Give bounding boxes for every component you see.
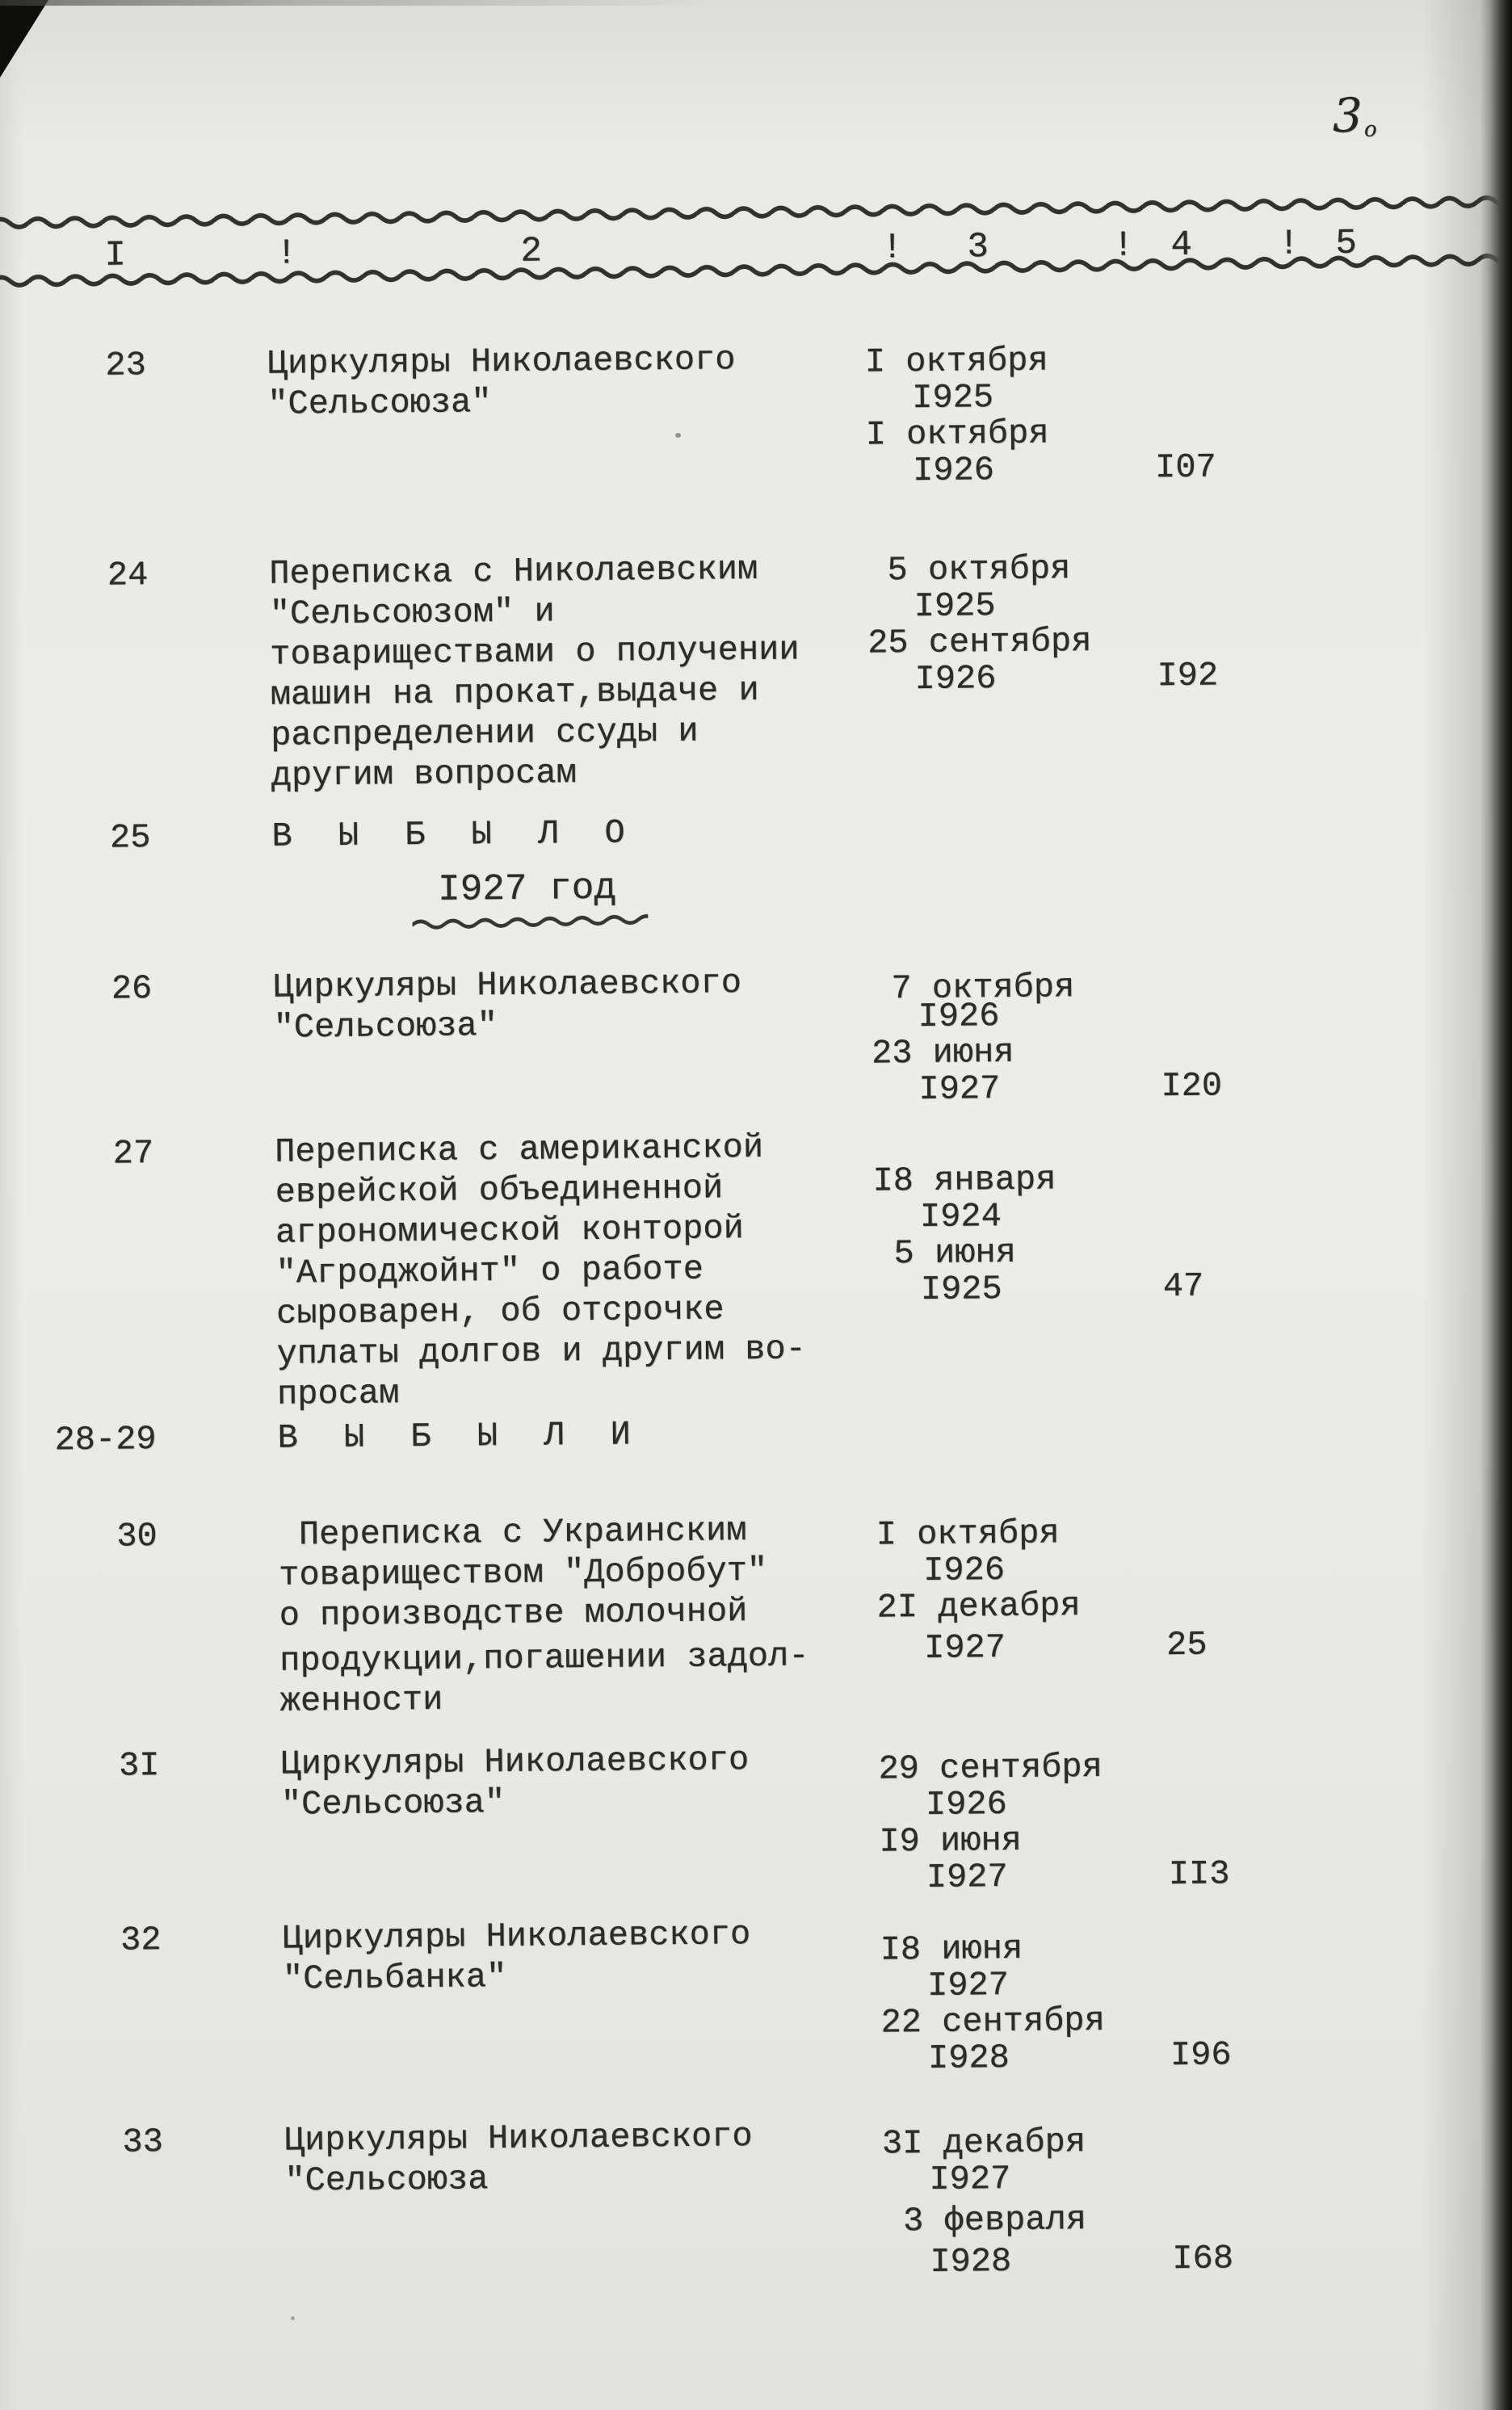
year-line: I925 <box>920 1270 1002 1310</box>
date-line: I октября <box>864 341 1048 382</box>
page-number-digit: 3 <box>1332 87 1363 144</box>
sheet-count: I92 <box>1157 656 1219 696</box>
row-number: 33 <box>122 2122 164 2162</box>
row-number: 26 <box>111 969 153 1009</box>
year-line: I927 <box>929 2160 1011 2199</box>
row-dates <box>865 340 1351 490</box>
description-line: "Сельсоюза <box>284 2160 489 2201</box>
date-line: I октября <box>865 414 1049 455</box>
description-line: Переписка с американской <box>274 1127 764 1172</box>
date-line: I октября <box>876 1514 1060 1555</box>
year-line: I925 <box>912 378 994 418</box>
description-line: товариществами о получении <box>270 630 800 674</box>
date-line: 5 июня <box>873 1232 1017 1274</box>
description-line: товариществом "Добробут" <box>279 1551 768 1595</box>
row-dates <box>882 2122 1368 2282</box>
description-line: "Сельсоюза" <box>280 1783 506 1824</box>
row-description <box>267 338 882 424</box>
description-line: "Сельсоюза" <box>267 383 492 424</box>
section-label-removed: В Ы Б Ы Л И <box>277 1415 645 1458</box>
year-line: I926 <box>912 451 995 491</box>
year-line: I928 <box>927 2038 1010 2079</box>
description-line: Циркуляры Николаевского <box>280 1740 750 1784</box>
year-line: I928 <box>930 2242 1012 2282</box>
date-line: 25 сентября <box>867 621 1092 663</box>
year-line: I926 <box>914 659 997 699</box>
table-row <box>0 956 1420 1110</box>
table-row <box>6 1733 1427 1898</box>
row-number: 27 <box>112 1134 154 1174</box>
description-line: продукции,погашении задол- <box>279 1636 809 1681</box>
row-description <box>284 2114 899 2201</box>
row-number: 24 <box>107 556 149 595</box>
table-row <box>0 1121 1422 1414</box>
table-row <box>0 805 1418 858</box>
date-line: I9 июня <box>879 1820 1023 1862</box>
row-number: 25 <box>109 818 151 858</box>
description-line: "Сельсоюза" <box>273 1006 498 1048</box>
row-number: 23 <box>105 346 147 385</box>
page-number-flourish: o <box>1363 117 1377 142</box>
column-header-2: 2 <box>520 231 543 272</box>
row-dates <box>867 548 1353 699</box>
description-line: еврейской объединенной <box>275 1169 724 1212</box>
description-line: Циркуляры Николаевского <box>273 964 742 1007</box>
description-line: "Сельбанка" <box>282 1958 507 1999</box>
row-description <box>273 961 888 1048</box>
description-line: Циркуляры Николаевского <box>282 1915 751 1959</box>
year-line: I927 <box>923 1628 1006 1669</box>
description-line: Циркуляры Николаевского <box>267 340 736 384</box>
date-line: 3I декабря <box>881 2122 1086 2164</box>
row-description <box>280 1738 895 1824</box>
row-dates <box>880 1928 1367 2078</box>
sheet-count: I96 <box>1170 2035 1232 2076</box>
column-separator: ! <box>275 233 298 275</box>
year-heading: I927 год <box>437 867 617 911</box>
row-dates <box>876 1513 1363 1668</box>
description-line: сыроварен, об отсрочке <box>275 1290 724 1333</box>
date-line: 3 февраля <box>882 2200 1087 2241</box>
row-description <box>279 1509 894 1721</box>
date-line: 2I декабря <box>876 1586 1081 1627</box>
description-line: просам <box>276 1374 400 1414</box>
year-line: I926 <box>925 1785 1008 1825</box>
description-line: другим вопросам <box>271 754 578 796</box>
date-line: 7 октября <box>871 968 1075 1009</box>
row-description <box>269 548 885 796</box>
column-separator: ! <box>1112 225 1135 267</box>
row-dates <box>878 1747 1364 1897</box>
description-line: женности <box>279 1680 443 1721</box>
description-line: "Сельсоюзом" и <box>269 592 555 634</box>
table-row <box>10 2110 1431 2282</box>
column-header-5: 5 <box>1335 223 1358 265</box>
sheet-count: 25 <box>1166 1625 1208 1665</box>
year-line: I926 <box>923 1551 1006 1591</box>
year-line: I927 <box>918 1069 1001 1110</box>
column-header-1: I <box>104 235 127 276</box>
description-line: распределении ссуды и <box>271 712 699 755</box>
row-description <box>282 1912 897 1999</box>
year-line: I927 <box>926 1966 1010 2006</box>
date-line: 22 сентября <box>880 2001 1106 2043</box>
column-header-4: 4 <box>1170 225 1193 267</box>
table-row <box>0 333 1414 491</box>
date-line: 5 октября <box>867 549 1071 590</box>
row-number: 28-29 <box>54 1420 157 1460</box>
table-row <box>0 543 1416 796</box>
sheet-count: I07 <box>1154 447 1216 488</box>
year-line: I925 <box>914 586 996 627</box>
year-line: I926 <box>918 997 1000 1037</box>
table-row <box>7 1908 1429 2079</box>
sheet-count: I68 <box>1172 2239 1234 2279</box>
table-row <box>4 1504 1426 1721</box>
description-line: агрономической конторой <box>275 1209 745 1253</box>
sheet-count: II3 <box>1168 1854 1230 1895</box>
column-separator: ! <box>1278 224 1300 265</box>
row-dates <box>872 1159 1359 1309</box>
description-line: уплаты долгов и другим во- <box>276 1329 807 1374</box>
sheet-count: I20 <box>1161 1066 1223 1106</box>
description-line: Циркуляры Николаевского <box>284 2117 753 2160</box>
date-line: I8 июня <box>880 1929 1023 1970</box>
column-separator: ! <box>881 228 904 269</box>
year-heading-underline <box>412 912 648 930</box>
sheet-count: 47 <box>1162 1266 1204 1307</box>
page-number <box>1333 88 1377 144</box>
date-line: 23 июня <box>871 1032 1014 1073</box>
row-number: 30 <box>116 1517 158 1556</box>
year-line: I924 <box>919 1197 1002 1237</box>
date-line: 29 сентября <box>878 1747 1103 1789</box>
description-line: о производстве молочной <box>279 1592 748 1635</box>
column-header-3: 3 <box>967 227 989 268</box>
row-description <box>275 1126 891 1414</box>
description-line: машин на прокат,выдаче и <box>270 670 759 715</box>
section-label-removed: В Ы Б Ы Л О <box>271 813 638 856</box>
date-line: I8 января <box>872 1160 1056 1201</box>
row-number: 32 <box>120 1921 162 1960</box>
year-line: I927 <box>926 1858 1008 1898</box>
description-line: Переписка с Украинским <box>278 1511 747 1555</box>
scan-right-edge-shadow <box>1480 0 1512 2410</box>
row-dates <box>871 967 1357 1109</box>
description-line: Переписка с Николаевским <box>269 549 758 594</box>
row-number: 3I <box>118 1746 160 1786</box>
description-line: "Агроджойнт" о работе <box>275 1249 704 1293</box>
